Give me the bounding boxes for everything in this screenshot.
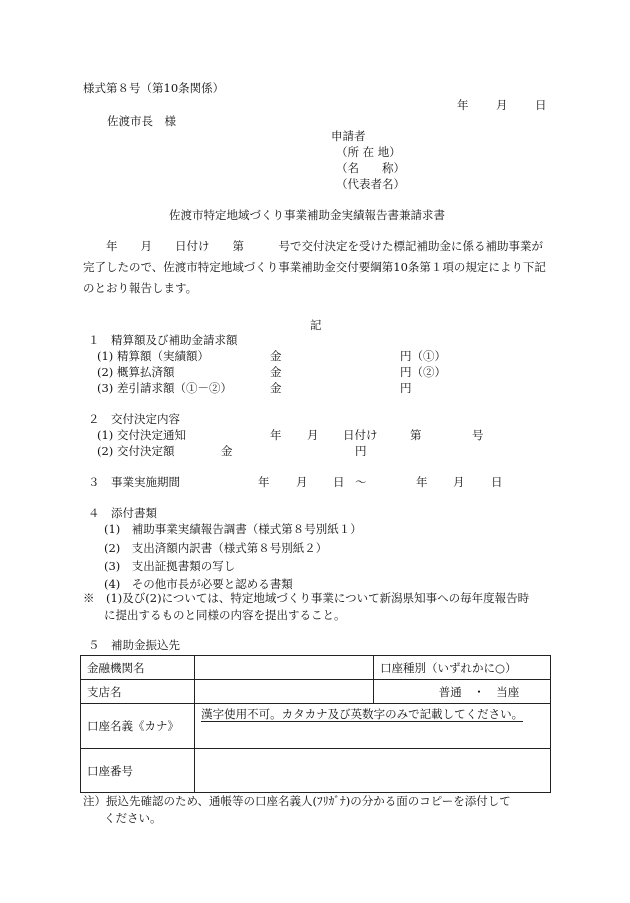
- intro-paragraph: 年 月 日付け 第 号で交付決定を受けた標記補助金に係る補助事業が完了したので、佐渡市特定地域づくり事業補助金交付要綱第10条第１項の規定により下記のとおり報告します。: [83, 239, 546, 295]
- section3-tilde: ～: [355, 475, 367, 489]
- account-holder-note: 漢字使用不可。カタカナ及び英数字のみで記載してください。: [201, 707, 524, 721]
- section2-item1-month: 月: [307, 428, 319, 442]
- account-type-label: 口座種別（いずれかに○）: [374, 656, 551, 680]
- section4-heading: ４ 添付書類: [88, 506, 157, 520]
- attachment-item-1: (1) 補助事業実績報告調書（様式第８号別紙１）: [104, 522, 362, 536]
- footnote-line1: 注）振込先確認のため、通帳等の口座名義人(ﾌﾘｶﾞﾅ)の分かる面のコピーを添付して: [83, 794, 511, 808]
- applicant-name: （名 称）: [336, 161, 405, 175]
- section2-item2-yen: 円: [355, 444, 367, 458]
- section1-item1-yen: 円（①）: [400, 349, 446, 363]
- attachment-note-line1: ※ (1)及び(2)については、特定地域づくり事業について新潟県知事への毎年度報告時: [83, 591, 530, 605]
- section3-heading: ３ 事業実施期間: [88, 475, 180, 489]
- document-title: 佐渡市特定地域づくり事業補助金実績報告書兼請求書: [169, 208, 445, 222]
- branch-name-value[interactable]: [195, 680, 374, 704]
- section3-day2: 日: [491, 475, 503, 489]
- section2-item1-dai: 第: [410, 428, 422, 442]
- applicant-label: 申請者: [331, 129, 366, 143]
- branch-name-label: 支店名: [81, 680, 195, 704]
- date-month: 月: [496, 98, 508, 112]
- section3-day1: 日: [333, 475, 345, 489]
- section1-item2-yen: 円（②）: [400, 365, 446, 379]
- attachment-item-2: (2) 支出済額内訳書（様式第８号別紙２）: [104, 541, 328, 555]
- section1-item1-label: (1) 精算額（実績額）: [97, 349, 209, 363]
- section3-month1: 月: [296, 475, 308, 489]
- addressee: 佐渡市長 様: [107, 114, 176, 128]
- attachment-item-4: (4) その他市長が必要と認める書類: [104, 577, 293, 591]
- section5-heading: ５ 補助金振込先: [88, 638, 180, 652]
- ki-heading: 記: [310, 318, 322, 332]
- applicant-representative: （代表者名）: [336, 177, 405, 191]
- section1-item3-kin: 金: [270, 381, 282, 395]
- section2-item2-label: (2) 交付決定額: [97, 444, 175, 458]
- section1-item2-label: (2) 概算払済額: [97, 365, 175, 379]
- attachment-item-3: (3) 支出証拠書類の写し: [104, 559, 236, 573]
- section1-item3-label: (3) 差引請求額（①－②）: [97, 381, 232, 395]
- footnote-line2: ください。: [104, 811, 162, 825]
- date-day: 日: [535, 98, 547, 112]
- section2-heading: ２ 交付決定内容: [88, 412, 180, 426]
- section3-year2: 年: [416, 475, 428, 489]
- section2-item1-day: 日付け: [343, 428, 378, 442]
- bank-account-table: [80, 655, 551, 793]
- account-holder-value[interactable]: [195, 704, 551, 749]
- section1-heading: １ 精算額及び補助金請求額: [88, 333, 238, 347]
- form-number: 様式第８号（第10条関係）: [83, 81, 225, 95]
- account-holder-label: 口座名義《カナ》: [81, 704, 195, 749]
- section1-item1-kin: 金: [270, 349, 282, 363]
- applicant-address: （所 在 地）: [336, 145, 401, 159]
- account-number-value[interactable]: [195, 749, 551, 793]
- account-number-label: 口座番号: [81, 749, 195, 793]
- attachment-note-line2: に提出するものと同様の内容を提出すること。: [104, 608, 346, 622]
- section1-item3-yen: 円: [400, 381, 412, 395]
- bank-name-value[interactable]: [195, 656, 374, 680]
- account-type-options[interactable]: 普通 ・ 当座: [374, 680, 551, 704]
- section2-item1-label: (1) 交付決定通知: [97, 428, 186, 442]
- section2-item2-kin: 金: [221, 444, 233, 458]
- date-year: 年: [457, 98, 469, 112]
- bank-name-label: 金融機関名: [81, 656, 195, 680]
- section1-item2-kin: 金: [270, 365, 282, 379]
- section3-year1: 年: [258, 475, 270, 489]
- section2-item1-year: 年: [270, 428, 282, 442]
- section3-month2: 月: [453, 475, 465, 489]
- section2-item1-go: 号: [472, 428, 484, 442]
